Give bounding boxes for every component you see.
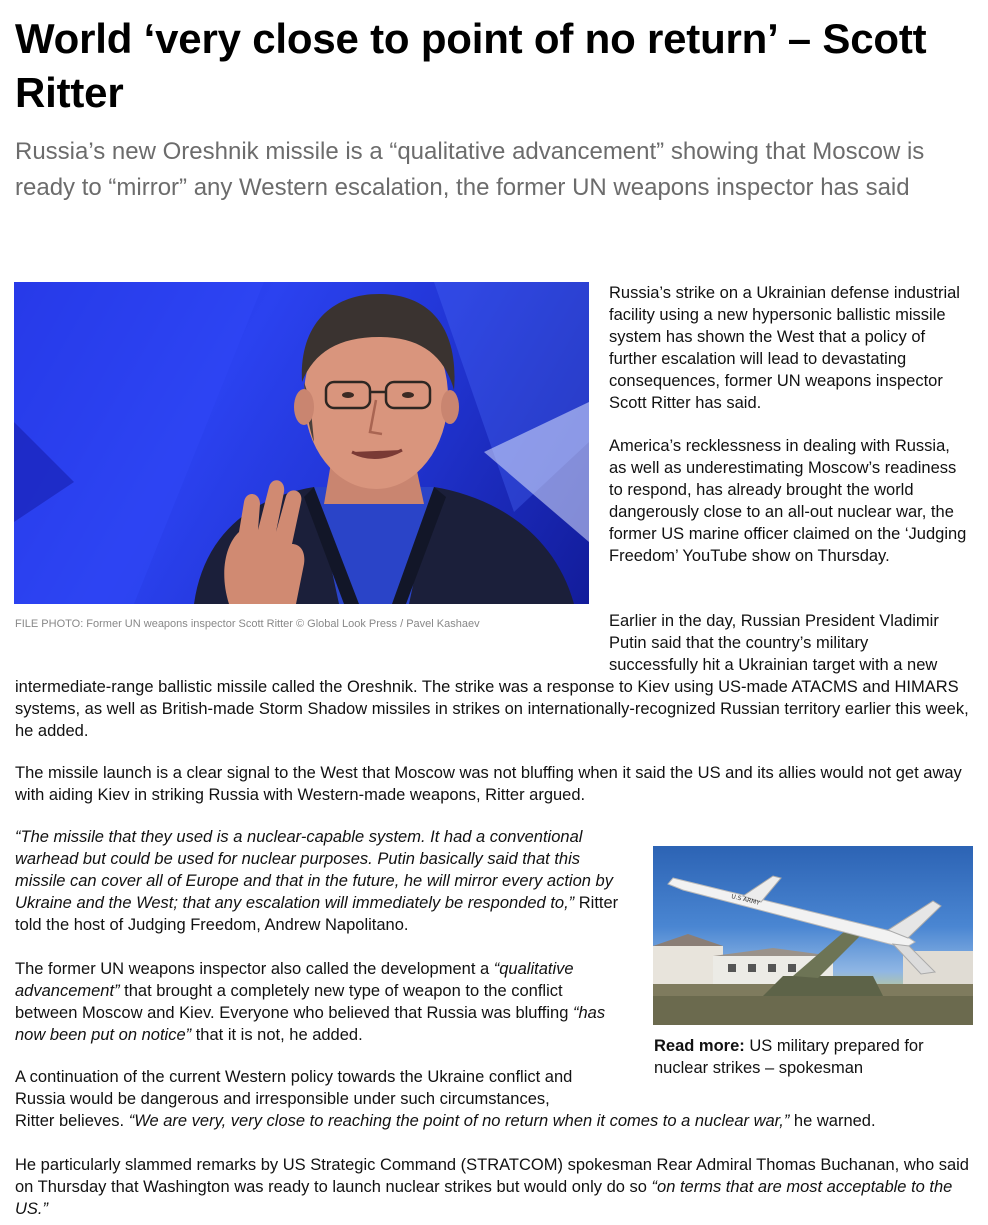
missile-illustration — [653, 846, 973, 1025]
paragraph-3-rest: intermediate-range ballistic missile called the Oreshnik. The strike was a response to Kiev using US-made ATACMS and HIMARS systems, as well as British-made Storm Shadow missiles in strikes on internationally-recognized Russian territory earlier this week, he added. — [15, 678, 969, 740]
missile-marking: U.S ARMY — [730, 893, 761, 907]
read-more-label: Read more: — [654, 1037, 745, 1055]
text: The former UN weapons inspector also called the development a — [15, 960, 494, 978]
text: He particularly slammed remarks by US Strategic Command (STRATCOM) spokesman Rear Admiral Thomas Buchanan, who said on Thursday that Washington was ready to launch nuclear strikes but would only do so — [15, 1156, 969, 1196]
quote: “We are very, very close to reaching the point of no return when it comes to a nuclear war,” — [128, 1112, 790, 1130]
text: he warned. — [789, 1112, 876, 1130]
paragraph-3-line: Earlier in the day, Russian President Vladimir — [609, 612, 939, 630]
text: that brought a completely new type of weapon to the conflict between Moscow and Kiev. Everyone who believed that Russia was bluffing — [15, 982, 573, 1022]
paragraph-1: Russia’s strike on a Ukrainian defense industrial facility using a new hypersonic ballistic missile system has shown the West that a policy of further escalation will lead to devastating consequences, former UN weapons inspector Scott Ritter has said. — [609, 284, 960, 412]
paragraph-2: America’s recklessness in dealing with Russia, as well as underestimating Moscow’s readiness to respond, has already brought the world dangerously close to an all-out nuclear war, the former US marine officer claimed on the ‘Judging Freedom’ YouTube show on Thursday. — [609, 437, 967, 565]
headline: World ‘very close to point of no return’ – Scott Ritter — [15, 15, 927, 116]
text: that it is not, he added. — [191, 1026, 363, 1044]
read-more-photo[interactable] — [653, 846, 973, 1025]
paragraph-4: The missile launch is a clear signal to the West that Moscow was not bluffing when it said the US and its allies would not get away with aiding Kiev in striking Russia with Western-made weapons, Ritter argued. — [15, 764, 962, 804]
paragraph-7-line: Russia would be dangerous and irresponsible under such circumstances, — [15, 1090, 550, 1108]
lead-photo — [14, 282, 589, 604]
quote: “The missile that they used is a nuclear-capable system. It had a conventional warhead but could be used for nuclear purposes. Putin basically said that this missile can cover all of Europe and that in the future, he will mirror every action by Ukraine and the West; that any escalation will immediately be responded to,” — [15, 828, 613, 912]
read-more-title[interactable]: US military prepared for nuclear strikes – spokesman — [654, 1037, 924, 1077]
quote: “has now been put on notice” — [15, 1004, 606, 1044]
paragraph-3-line: Putin said that the country’s military — [609, 634, 869, 652]
quote-attribution: Ritter told the host of Judging Freedom, Andrew Napolitano. — [15, 894, 619, 934]
quote: “on terms that are most acceptable to the US.” — [15, 1178, 953, 1218]
subheadline: Russia’s new Oreshnik missile is a “qualitative advancement” showing that Moscow is ready to “mirror” any Western escalation, the former UN weapons inspector has said — [15, 138, 925, 201]
paragraph-5 — [15, 826, 625, 936]
quote: “qualitative advancement” — [15, 960, 574, 1000]
paragraph-6 — [15, 958, 615, 1046]
paragraph-7-line: A continuation of the current Western policy towards the Ukraine conflict and — [15, 1068, 573, 1086]
paragraph-3-line: successfully hit a Ukrainian target with a new — [609, 656, 938, 674]
read-more-link[interactable] — [654, 1035, 974, 1079]
lead-photo-caption: FILE PHOTO: Former UN weapons inspector Scott Ritter © Global Look Press / Pavel Kashaev — [15, 618, 480, 630]
paragraph-3 — [15, 610, 975, 742]
text: Ritter believes. — [15, 1112, 129, 1130]
portrait-illustration — [14, 282, 589, 604]
paragraph-8 — [15, 1154, 975, 1220]
